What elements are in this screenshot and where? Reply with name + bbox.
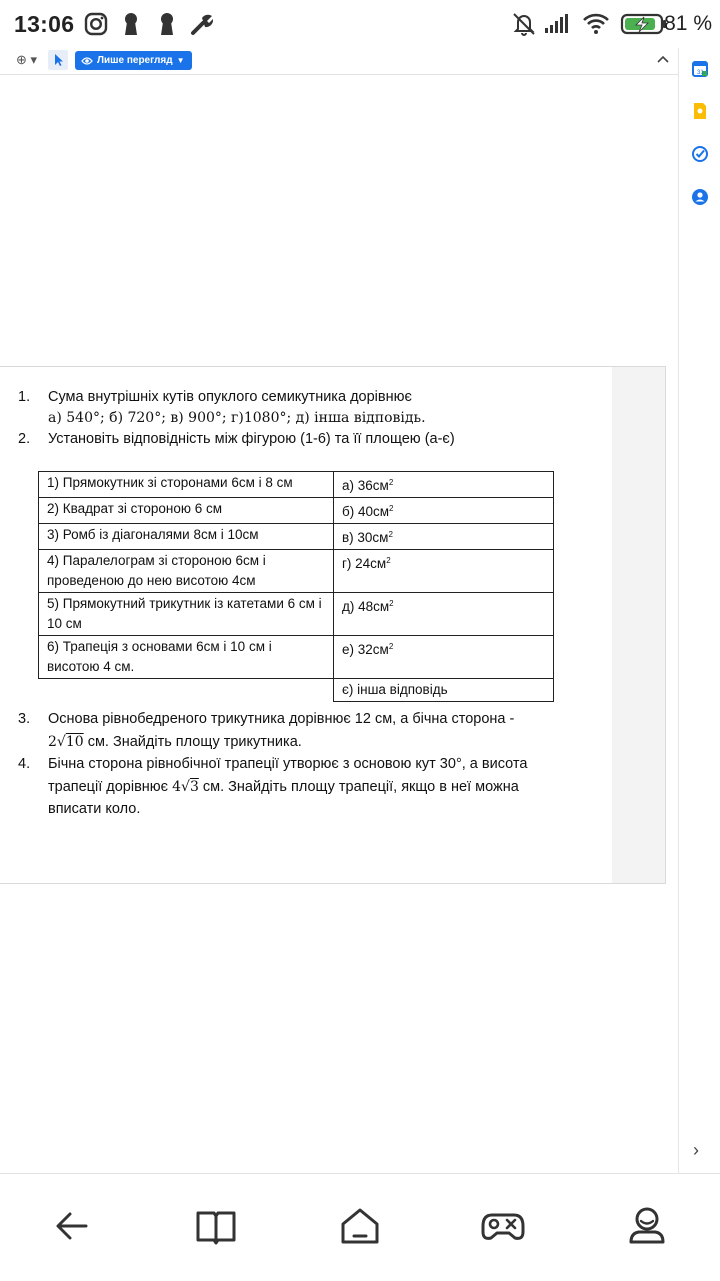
area-cell: д) $48см^2$	[334, 593, 554, 636]
wifi-icon	[582, 10, 610, 38]
document-page	[0, 367, 612, 883]
battery-charging-icon	[620, 10, 668, 38]
view-mode-button[interactable]	[75, 51, 192, 70]
keyhole-icon	[153, 10, 181, 38]
keyhole-icon	[117, 10, 145, 38]
home-icon[interactable]	[338, 1204, 382, 1248]
area-cell: е) $32см^2$	[334, 636, 554, 679]
tasks-icon[interactable]	[691, 145, 709, 163]
cursor-button[interactable]	[48, 50, 68, 70]
table-row	[39, 524, 554, 550]
area-cell: б) $40см^2$	[334, 498, 554, 524]
viewer-toolbar	[0, 48, 678, 75]
battery-percent: 81 %	[664, 12, 712, 35]
mute-icon	[510, 10, 538, 38]
instagram-icon	[82, 10, 110, 38]
calendar-icon[interactable]	[691, 60, 709, 78]
question-4: 4. Бічна сторона рівнобічної трапеції утворює з основою кут 30°, а висота	[18, 756, 528, 772]
wrench-icon	[188, 10, 216, 38]
figure-cell: 2) Квадрат зі стороною 6 см	[39, 498, 334, 524]
side-panel	[678, 48, 720, 1173]
signal-icon	[542, 10, 570, 38]
cursor-icon	[48, 50, 68, 70]
question-3: 3. Основа рівнобедреного трикутника дорівнює 12 см, а бічна сторона -	[18, 711, 515, 727]
table-row	[39, 593, 554, 636]
figure-cell: 6) Трапеція з основами 6см і 10 см і висотою 4 см.	[39, 636, 334, 679]
table-row	[39, 636, 554, 679]
expand-panel-icon[interactable]: ›	[693, 1140, 699, 1160]
question-1-options: а) 540°; б) 720°; в) 900°; г)1080°; д) інша відповідь.	[48, 410, 426, 426]
document-viewer[interactable]	[0, 75, 678, 1173]
figure-cell: 5) Прямокутний трикутник із катетами 6 см і 10 см	[39, 593, 334, 636]
table-row	[39, 498, 554, 524]
area-cell: г) $24см^2$	[334, 550, 554, 593]
question-4-line-3: вписати коло.	[48, 801, 141, 817]
table-row	[39, 472, 554, 498]
dropdown-caret-icon: ▼	[176, 56, 185, 65]
figure-cell: 1) Прямокутник зі сторонами 6см і 8 см	[39, 472, 334, 498]
bottom-nav-bar	[0, 1173, 720, 1281]
contacts-icon[interactable]	[691, 188, 709, 206]
svg-text:31: 31	[697, 70, 704, 76]
question-3-line-2: 2√10 см. Знайдіть площу трикутника.	[48, 734, 302, 750]
question-2: 2. Установіть відповідність між фігурою (1-6) та її площею (а-є)	[18, 431, 455, 447]
eye-icon	[81, 55, 93, 67]
question-1: 1. Сума внутрішніх кутів опуклого семикутника дорівнює	[18, 389, 412, 405]
view-mode-label: Лише перегляд	[97, 55, 173, 66]
question-4-line-2: трапеції дорівнює 4√3 см. Знайдіть площу трапеції, якщо в неї можна	[48, 779, 519, 795]
area-cell: є) інша відповідь	[334, 679, 554, 702]
empty-cell	[39, 679, 334, 702]
status-time: 13:06	[14, 11, 75, 37]
figure-cell: 4) Паралелограм зі стороною 6см і проведеною до нею висотою 4см	[39, 550, 334, 593]
keep-icon[interactable]	[691, 102, 709, 120]
table-row	[39, 679, 554, 702]
area-cell: а) $36см^2$	[334, 472, 554, 498]
figure-cell: 3) Ромб із діагоналями 8см і 10см	[39, 524, 334, 550]
zoom-button[interactable]: ⊕ ▾	[16, 52, 38, 67]
status-bar	[0, 0, 720, 48]
gamepad-icon[interactable]	[481, 1204, 525, 1248]
image-frame	[0, 366, 666, 884]
chevron-up-icon[interactable]	[654, 51, 672, 69]
back-arrow-icon[interactable]	[50, 1204, 94, 1248]
profile-icon[interactable]	[625, 1204, 669, 1248]
table-row	[39, 550, 554, 593]
book-icon[interactable]	[194, 1204, 238, 1248]
matching-table	[38, 471, 554, 702]
area-cell: в) $30см^2$	[334, 524, 554, 550]
